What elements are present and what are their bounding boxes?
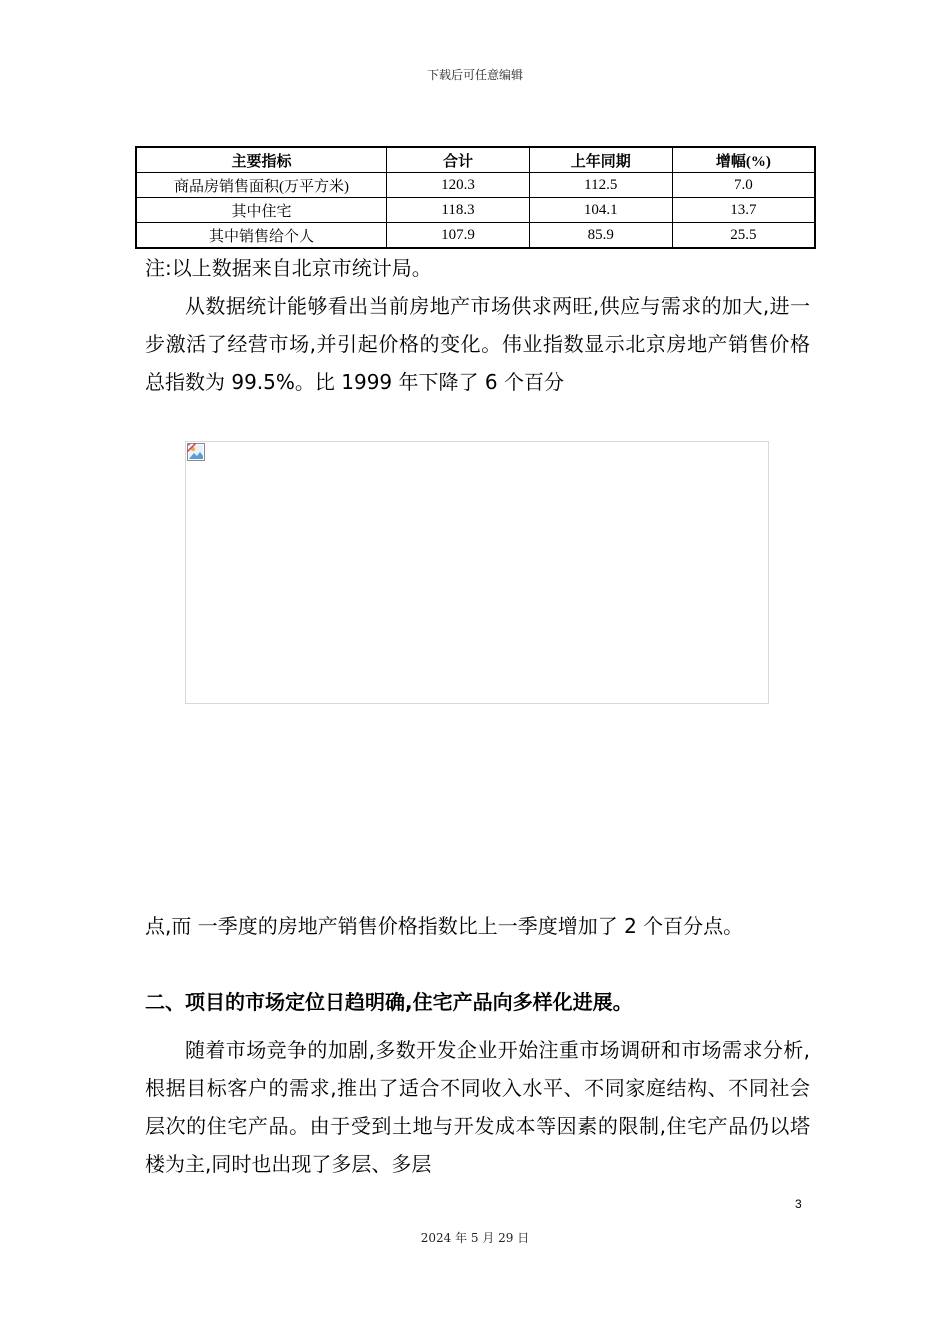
page-footer-date: 2024 年 5 月 29 日 <box>420 1231 530 1245</box>
table-cell: 25.5 <box>672 223 815 249</box>
broken-image-icon <box>187 443 205 461</box>
table-cell: 7.0 <box>672 173 815 198</box>
body-paragraph: 从数据统计能够看出当前房地产市场供求两旺,供应与需求的加大,进一步激活了经营市场,并引起价格的变化。伟业指数显示北京房地产销售价格总指数为 99.5%。比 1999 年下降了 6 个百分 <box>145 294 810 394</box>
table-cell: 其中销售给个人 <box>136 223 387 249</box>
table-row <box>136 173 815 198</box>
table-cell: 104.1 <box>529 198 672 223</box>
table-cell: 112.5 <box>529 173 672 198</box>
column-header: 主要指标 <box>136 147 387 173</box>
table-header-row <box>136 147 815 173</box>
table-cell: 85.9 <box>529 223 672 249</box>
table-cell: 其中住宅 <box>136 198 387 223</box>
section-heading: 二、项目的市场定位日趋明确,住宅产品向多样化进展。 <box>145 990 633 1014</box>
page-number: 3 <box>795 1197 802 1211</box>
table-cell: 120.3 <box>387 173 530 198</box>
image-placeholder <box>185 441 769 704</box>
table-cell: 107.9 <box>387 223 530 249</box>
body-paragraph: 随着市场竞争的加剧,多数开发企业开始注重市场调研和市场需求分析,根据目标客户的需求,推出了适合不同收入水平、不同家庭结构、不同社会层次的住宅产品。由于受到土地与开发成本等因素的限制,住宅产品仍以塔楼为主,同时也出现了多层、多层 <box>145 1038 810 1176</box>
column-header: 上年同期 <box>529 147 672 173</box>
column-header: 增幅(%) <box>672 147 815 173</box>
table-cell: 商品房销售面积(万平方米) <box>136 173 387 198</box>
body-paragraph: 点,而 一季度的房地产销售价格指数比上一季度增加了 2 个百分点。 <box>145 914 744 938</box>
table-cell: 118.3 <box>387 198 530 223</box>
source-note: 注:以上数据来自北京市统计局。 <box>145 256 432 280</box>
page-header: 下载后可任意编辑 <box>426 68 523 82</box>
table-row <box>136 198 815 223</box>
column-header: 合计 <box>387 147 530 173</box>
table-row <box>136 223 815 249</box>
statistics-table <box>135 146 816 249</box>
table-cell: 13.7 <box>672 198 815 223</box>
